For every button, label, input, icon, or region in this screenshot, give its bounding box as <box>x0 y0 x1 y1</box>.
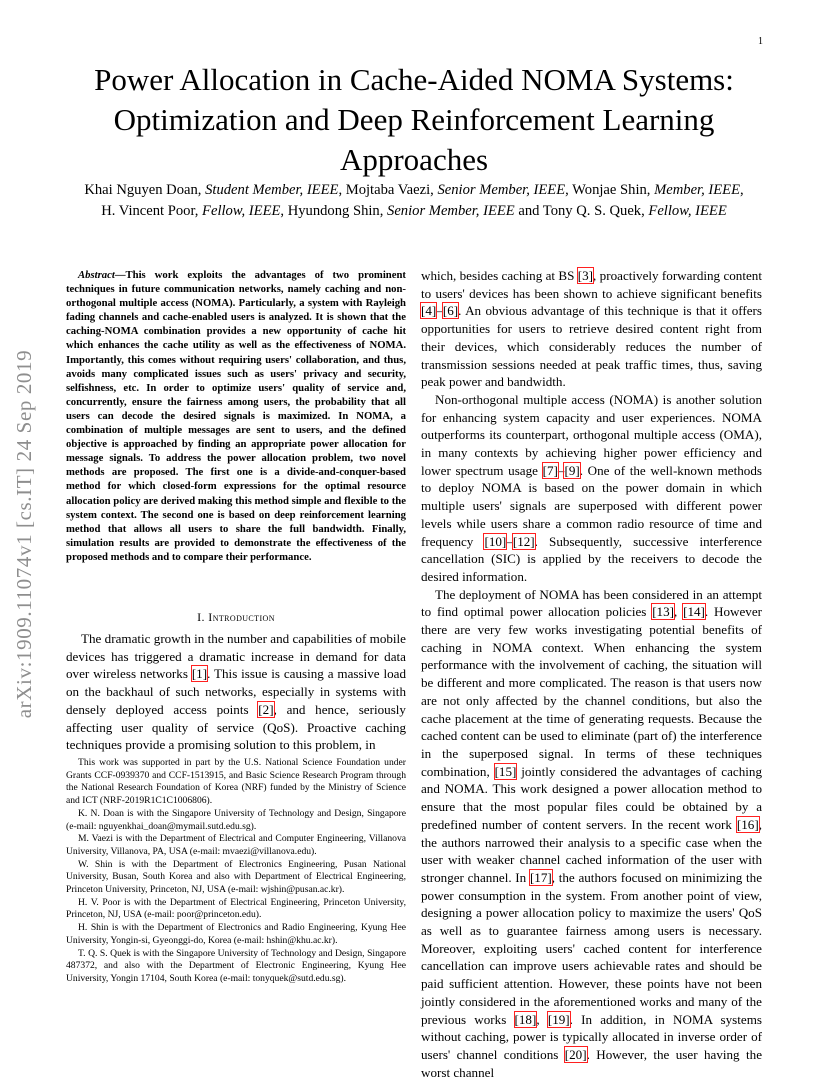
page-number: 1 <box>758 36 763 47</box>
body-paragraph <box>421 586 762 1081</box>
footnotes <box>66 757 406 986</box>
section-heading-introduction <box>66 610 406 625</box>
body-text: jointly considered the advantages of caching and NOMA. This work designed a power allocation method to ensure that the most popular files could be obtained by a predefined number of content servers. In the recent work <box>421 763 762 832</box>
body-text: . However, the user having the worst channel <box>421 1046 763 1080</box>
footnote-funding: This work was supported in part by the U.S. National Science Foundation under Grants CCF-0939370 and CCF-1513915, and Basic Science Research Program through the National Research Foundation of Korea (NRF) funded by the Ministry of Science and ICT (NRF-2019R1C1C1006806). <box>66 757 406 807</box>
intro-text: . This issue is causing a massive load on the backhaul of such networks, especially in systems with densely deployed access points <box>66 666 407 717</box>
citation-link[interactable]: [15] <box>494 763 517 779</box>
body-text: . One of the well-known methods to deploy NOMA is based on the power domain in which multiple users' signals are superposed with different power levels while users share a common radio resource of time and frequency <box>421 462 762 549</box>
intro-paragraph <box>66 630 406 754</box>
author-text: , Hyundong Shin, <box>280 203 388 219</box>
author-text: , Mojtaba Vaezi, <box>338 182 438 198</box>
author-role: Student Member, IEEE <box>205 182 339 198</box>
author-text: Khai Nguyen Doan, <box>84 182 206 198</box>
citation-link[interactable]: [2] <box>258 701 274 717</box>
author-text: and Tony Q. S. Quek, <box>514 203 649 219</box>
citation-link[interactable]: [3] <box>577 268 594 283</box>
author-text: , Wonjae Shin, <box>565 182 655 198</box>
body-paragraph <box>421 267 762 391</box>
author-text: , <box>740 182 744 198</box>
body-text: . However there are very few works investigating potential benefits of caching in NOMA context. When enhancing the system performance with the involvement of caching, the situation will be different and more complicated. The reason is that users now are not only affected by the channel conditions, but also the cache placement at the time of generating requests. Because the cached content can be used to eliminate (part of) the interference in the superposed signal. In terms of these techniques combination, <box>421 604 762 779</box>
citation-link[interactable]: [17] <box>529 869 552 885</box>
body-paragraph <box>421 391 762 586</box>
intro-text: , and hence, seriously affecting user quality of service (QoS). Proactive caching techniques provide a promising solution to this problem, in <box>66 701 406 753</box>
abstract <box>66 268 406 564</box>
citation-link[interactable]: [13] <box>652 604 675 620</box>
body-text: . Subsequently, successive interference cancellation (SIC) is applied by the receivers to decode the desired information. <box>421 533 762 584</box>
citation-link[interactable]: [4] <box>421 303 437 319</box>
paper-title: Power Allocation in Cache-Aided NOMA Systems: Optimization and Deep Reinforcement Learning Approaches <box>94 62 734 177</box>
citation-link[interactable]: [14] <box>683 604 705 620</box>
body-text: The deployment of NOMA has been considered in an attempt to find optimal power allocation policies <box>421 586 762 620</box>
body-text: – <box>436 303 443 319</box>
citation-link[interactable]: [10] <box>484 533 507 549</box>
citation-link[interactable]: [7] <box>542 462 558 478</box>
footnote-affiliation: M. Vaezi is with the Department of Electrical and Computer Engineering, Villanova University, Villanova, PA, USA (e-mail: mvaezi@villanova.edu). <box>66 833 406 857</box>
body-text: , <box>674 604 684 620</box>
author-role: Member, IEEE <box>654 182 741 198</box>
citation-link[interactable]: [6] <box>442 303 459 319</box>
intro-text: The dramatic growth in the number and capabilities of mobile devices has triggered a dramatic increase in demand for data over wireless networks <box>66 631 406 682</box>
arxiv-identifier-stamp[interactable]: arXiv:1909.11074v1 [cs.IT] 24 Sep 2019 <box>12 349 36 719</box>
footnote-affiliation: H. V. Poor is with the Department of Electrical Engineering, Princeton University, Princeton, NJ, USA (e-mail: poor@princeton.edu). <box>66 896 406 921</box>
body-text: Non-orthogonal multiple access (NOMA) is another solution for enhancing system capacity and user experiences. NOMA outperforms its counterpart, orthogonal multiple access (OMA), in many contexts by achieving higher power efficiency and lower spectrum usage <box>421 391 762 478</box>
footnote-affiliation: T. Q. S. Quek is with the Singapore University of Technology and Design, Singapore 487372, and also with the Department of Electronic Engineering, Kyung Hee University, Yongin 17104, South Korea (e-mail: tonyquek@sutd.edu.sg). <box>66 947 406 984</box>
body-text: , proactively forwarding content to users' devices has been shown to achieve significant benefits <box>421 268 762 301</box>
footnote-affiliation: K. N. Doan is with the Singapore University of Technology and Design, Singapore (e-mail: nguyenkhai_doan@mymail.sutd.edu.sg). <box>66 807 406 832</box>
author-role: Senior Member, IEEE <box>437 182 566 198</box>
citation-link[interactable]: [19] <box>547 1011 570 1027</box>
footnote-affiliation: W. Shin is with the Department of Electronics Engineering, Pusan National University, Busan, South Korea and also with Department of Electrical Engineering, Princeton University, Princeton, NJ, USA (e-mail: wjshin@pusan.ac.kr). <box>66 858 406 896</box>
author-role: Fellow, IEEE <box>648 203 727 219</box>
citation-link[interactable]: [12] <box>512 533 535 549</box>
author-text: H. Vincent Poor, <box>101 203 203 219</box>
citation-link[interactable]: [18] <box>514 1011 537 1027</box>
section-heading-text: I. Introduction <box>197 610 275 624</box>
abstract-text: —This work exploits the advantages of two prominent techniques in future communication networks, namely caching and non-orthogonal multiple access (NOMA). Particularly, a system with Rayleigh fading channels and cache-enabled users is analyzed. It is shown that the caching-NOMA combination provides a new opportunity of cache hit which enhances the cache utility as well as the effectiveness of NOMA. Importantly, this comes without requiring users' collaboration, and thus, avoids many complicated issues such as users' privacy and security, selfishness, etc. In order to optimize users' quality of service and, concurrently, ensure the fairness among users, the probability that all users can decode the desired signals is maximized. In NOMA, a combination of multiple messages are sent to users, and the defined objective is approached by finding an appropriate power allocation for message signals. To address the power allocation problem, two novel methods are proposed. The first one is a divide-and-conquer-based method for which closed-form expressions for the optimal resource allocation policy are derived making this method simple and flexible to the system context. The second one is based on deep reinforcement learning method that allows all users to share the full bandwidth. Finally, simulation results are provided to demonstrate the effectiveness of the proposed methods and to compare their performance. <box>66 269 406 563</box>
citation-link[interactable]: [1] <box>191 666 208 682</box>
author-role: Fellow, IEEE <box>202 203 281 219</box>
abstract-label: Abstract <box>78 269 115 281</box>
right-column-body <box>421 267 762 1081</box>
footnote-affiliation: H. Shin is with the Department of Electronics and Radio Engineering, Kyung Hee University, Yongin-si, Gyeonggi-do, Korea (e-mail: hshin@khu.ac.kr). <box>66 922 406 946</box>
body-text: , the authors focused on minimizing the power consumption in the system. From another point of view, designing a power allocation policy to maximize the users' QoS as well as to guarantee fairness among users is necessary. Moreover, exploiting users' cached content for interference cancellation can improve users achievable rates and should be paid sufficient attention. However, these points have not been jointly considered in the aforementioned works and many of the previous works <box>421 869 763 1027</box>
body-text: which, besides caching at BS <box>421 268 578 283</box>
author-role: Senior Member, IEEE <box>387 203 515 219</box>
citation-link[interactable]: [9] <box>564 462 580 478</box>
body-text: , <box>536 1011 548 1027</box>
body-text: – <box>506 533 513 549</box>
body-text: – <box>557 462 565 478</box>
body-text: . In addition, in NOMA systems without caching, power is typically allocated in inverse order of users' channel conditions <box>421 1011 762 1062</box>
citation-link[interactable]: [20] <box>564 1046 587 1062</box>
body-text: . An obvious advantage of this technique is that it offers opportunities for users to retrieve desired content right from their devices, which considerably reduces the number of transmission sessions needed at peak traffic times, thus, saving peak power and bandwidth. <box>421 303 762 390</box>
body-text: , the authors narrowed their analysis to a specific case when the user with weaker channel cached information of the user with stronger channel. In <box>421 816 762 885</box>
citation-link[interactable]: [16] <box>736 816 759 832</box>
author-list <box>55 180 773 222</box>
